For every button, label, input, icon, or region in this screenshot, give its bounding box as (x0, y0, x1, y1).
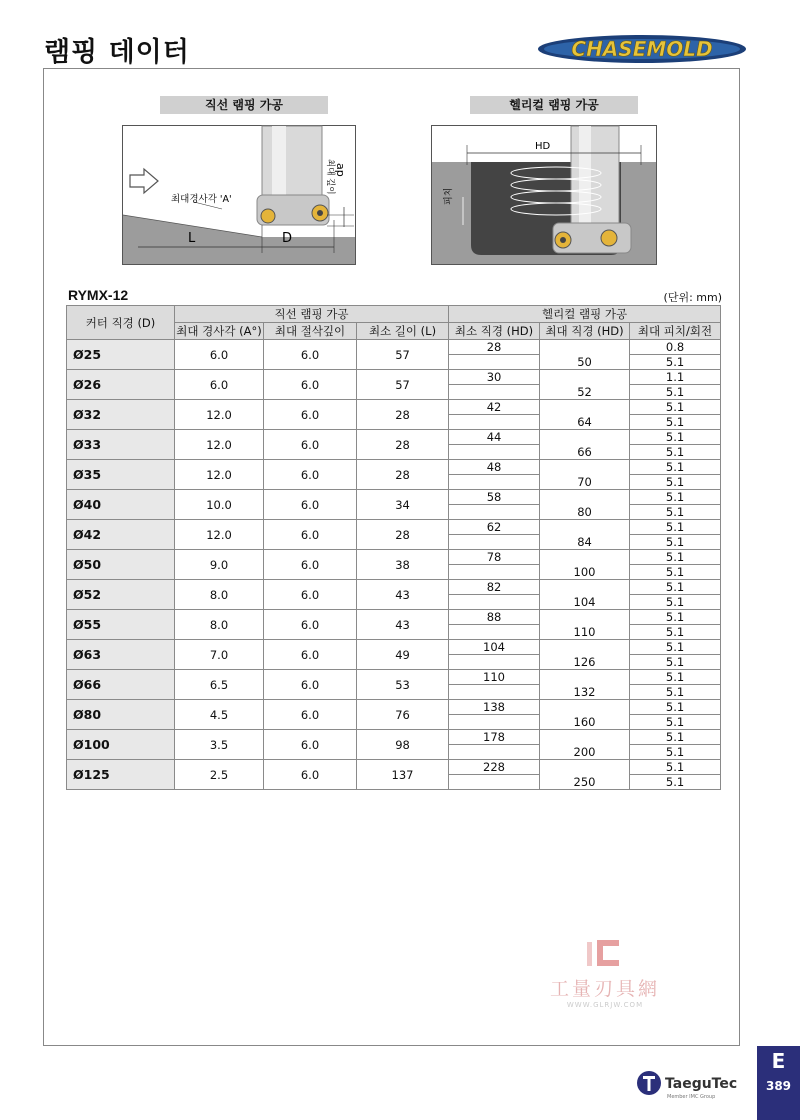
pitch-cell-1: 1.1 (630, 370, 721, 385)
pitch-cell-2: 5.1 (630, 655, 721, 670)
min-length-cell: 28 (357, 520, 449, 550)
cutter-diameter-cell: Ø25 (67, 340, 175, 370)
pitch-cell-1: 5.1 (630, 670, 721, 685)
table-row (67, 520, 721, 535)
min-hd-cell: 30 (449, 370, 540, 385)
pitch-cell-2: 5.1 (630, 685, 721, 700)
col-max-angle: 최대 경사각 (A°) (176, 324, 262, 338)
max-hd-cell: 104 (540, 595, 630, 610)
max-angle-cell: 8.0 (175, 580, 264, 610)
max-hd-empty-cell (540, 430, 630, 445)
table-row (67, 550, 721, 565)
max-hd-cell: 50 (540, 355, 630, 370)
pitch-cell-2: 5.1 (630, 385, 721, 400)
max-angle-cell: 3.5 (175, 730, 264, 760)
pitch-cell-2: 5.1 (630, 445, 721, 460)
min-hd-empty-cell (449, 535, 540, 550)
max-hd-empty-cell (540, 520, 630, 535)
table-row (67, 430, 721, 445)
page-number: 389 (765, 1079, 792, 1093)
min-hd-cell: 104 (449, 640, 540, 655)
max-hd-cell: 160 (540, 715, 630, 730)
max-hd-empty-cell (540, 610, 630, 625)
min-hd-empty-cell (449, 415, 540, 430)
cutter-diameter-cell: Ø33 (67, 430, 175, 460)
cutter-diameter-cell: Ø55 (67, 610, 175, 640)
col-cutter-diameter: 커터 직경 (D) (67, 306, 175, 340)
pitch-cell-2: 5.1 (630, 475, 721, 490)
pitch-cell-1: 5.1 (630, 730, 721, 745)
ap-label: ap (334, 163, 347, 177)
table-row (67, 340, 721, 355)
min-hd-cell: 58 (449, 490, 540, 505)
D-dimension-label: D (282, 231, 293, 246)
max-angle-cell: 8.0 (175, 610, 264, 640)
table-row (67, 400, 721, 415)
pitch-cell-2: 5.1 (630, 415, 721, 430)
min-length-cell: 49 (357, 640, 449, 670)
min-length-cell: 28 (357, 430, 449, 460)
min-hd-empty-cell (449, 655, 540, 670)
pitch-cell-2: 5.1 (630, 625, 721, 640)
min-length-cell: 137 (357, 760, 449, 790)
cutter-diameter-cell: Ø40 (67, 490, 175, 520)
pitch-cell-1: 5.1 (630, 490, 721, 505)
min-hd-empty-cell (449, 685, 540, 700)
max-depth-cell: 6.0 (264, 400, 357, 430)
cutter-diameter-cell: Ø42 (67, 520, 175, 550)
min-hd-cell: 178 (449, 730, 540, 745)
page-title: 램핑 데이터 (44, 37, 190, 68)
min-hd-cell: 62 (449, 520, 540, 535)
table-row (67, 760, 721, 775)
unit-label: (단위: mm) (663, 291, 722, 304)
helical-ramping-diagram (431, 125, 657, 265)
max-depth-cell: 6.0 (264, 520, 357, 550)
table-row (67, 610, 721, 625)
pitch-label: 피치 (444, 187, 454, 205)
cutter-diameter-cell: Ø52 (67, 580, 175, 610)
pitch-cell-1: 5.1 (630, 550, 721, 565)
min-hd-empty-cell (449, 475, 540, 490)
company-sub: Member IMC Group (667, 1094, 716, 1100)
col-min-length: 최소 길이 (L) (357, 323, 449, 340)
max-hd-empty-cell (540, 700, 630, 715)
max-depth-cell: 6.0 (264, 610, 357, 640)
max-angle-cell: 12.0 (175, 400, 264, 430)
max-angle-cell: 9.0 (175, 550, 264, 580)
brand-text: CHASEMOLD (571, 37, 713, 61)
pitch-cell-2: 5.1 (630, 505, 721, 520)
pitch-cell-1: 5.1 (630, 580, 721, 595)
watermark-text: 工量刃具網 (549, 978, 660, 1000)
cutter-diameter-cell: Ø50 (67, 550, 175, 580)
min-hd-empty-cell (449, 445, 540, 460)
min-hd-empty-cell (449, 625, 540, 640)
max-depth-cell: 6.0 (264, 730, 357, 760)
min-hd-empty-cell (449, 565, 540, 580)
table-row (67, 640, 721, 655)
col-max-pitch: 최대 피치/회전 (630, 323, 721, 340)
max-angle-cell: 12.0 (175, 430, 264, 460)
max-angle-cell: 10.0 (175, 490, 264, 520)
table-row (67, 700, 721, 715)
max-angle-cell: 12.0 (175, 460, 264, 490)
max-depth-cell: 6.0 (264, 700, 357, 730)
max-hd-cell: 66 (540, 445, 630, 460)
max-hd-empty-cell (540, 760, 630, 775)
max-depth-cell: 6.0 (264, 430, 357, 460)
table-row (67, 580, 721, 595)
min-hd-cell: 78 (449, 550, 540, 565)
cutter-diameter-cell: Ø66 (67, 670, 175, 700)
pitch-cell-1: 5.1 (630, 640, 721, 655)
max-angle-cell: 6.0 (175, 370, 264, 400)
max-hd-cell: 80 (540, 505, 630, 520)
pitch-cell-1: 0.8 (630, 340, 721, 355)
table-row (67, 730, 721, 745)
max-angle-cell: 6.0 (175, 340, 264, 370)
taegutec-logo (636, 1068, 756, 1102)
max-hd-cell: 52 (540, 385, 630, 400)
min-length-cell: 98 (357, 730, 449, 760)
min-hd-cell: 44 (449, 430, 540, 445)
min-hd-cell: 28 (449, 340, 540, 355)
max-angle-cell: 2.5 (175, 760, 264, 790)
max-hd-cell: 100 (540, 565, 630, 580)
pitch-cell-2: 5.1 (630, 745, 721, 760)
pitch-cell-2: 5.1 (630, 355, 721, 370)
min-length-cell: 28 (357, 460, 449, 490)
cutter-diameter-cell: Ø35 (67, 460, 175, 490)
pitch-cell-2: 5.1 (630, 535, 721, 550)
max-hd-cell: 250 (540, 775, 630, 790)
min-length-cell: 43 (357, 580, 449, 610)
max-depth-label: 최대 깊이 (325, 159, 335, 195)
min-hd-cell: 110 (449, 670, 540, 685)
max-hd-empty-cell (540, 370, 630, 385)
max-angle-cell: 4.5 (175, 700, 264, 730)
max-hd-empty-cell (540, 640, 630, 655)
max-angle-label: 최대경사각 'A' (171, 194, 232, 205)
col-min-hd: 최소 직경 (HD) (449, 323, 540, 340)
ramping-data-table (66, 305, 721, 790)
max-hd-cell: 126 (540, 655, 630, 670)
min-hd-empty-cell (449, 355, 540, 370)
HD-label: HD (535, 141, 551, 152)
chasemold-logo (535, 30, 750, 68)
max-hd-cell: 200 (540, 745, 630, 760)
max-hd-empty-cell (540, 550, 630, 565)
max-hd-empty-cell (540, 460, 630, 475)
max-depth-cell: 6.0 (264, 370, 357, 400)
min-hd-cell: 138 (449, 700, 540, 715)
pitch-cell-2: 5.1 (630, 595, 721, 610)
max-depth-cell: 6.0 (264, 550, 357, 580)
L-dimension-label: L (188, 231, 196, 246)
company-name: TaeguTec (665, 1076, 738, 1092)
pitch-cell-2: 5.1 (630, 775, 721, 790)
min-hd-empty-cell (449, 385, 540, 400)
pitch-cell-1: 5.1 (630, 430, 721, 445)
group-helical: 헬리컬 램핑 가공 (449, 306, 721, 323)
pitch-cell-2: 5.1 (630, 565, 721, 580)
min-length-cell: 43 (357, 610, 449, 640)
max-angle-cell: 12.0 (175, 520, 264, 550)
max-hd-empty-cell (540, 490, 630, 505)
min-hd-empty-cell (449, 775, 540, 790)
table-row (67, 490, 721, 505)
max-hd-cell: 70 (540, 475, 630, 490)
min-length-cell: 76 (357, 700, 449, 730)
straight-ramping-diagram (122, 125, 356, 265)
max-hd-cell: 110 (540, 625, 630, 640)
min-hd-empty-cell (449, 505, 540, 520)
min-length-cell: 57 (357, 370, 449, 400)
pitch-cell-1: 5.1 (630, 520, 721, 535)
group-straight: 직선 램핑 가공 (175, 306, 449, 323)
min-length-cell: 28 (357, 400, 449, 430)
max-angle-cell: 6.5 (175, 670, 264, 700)
straight-figure-label: 직선 램핑 가공 (160, 96, 328, 114)
cutter-diameter-cell: Ø26 (67, 370, 175, 400)
col-max-hd: 최대 직경 (HD) (540, 323, 630, 340)
col-max-depth: 최대 절삭깊이 (264, 323, 357, 340)
min-hd-cell: 48 (449, 460, 540, 475)
min-hd-cell: 82 (449, 580, 540, 595)
table-row (67, 370, 721, 385)
min-hd-cell: 228 (449, 760, 540, 775)
max-depth-cell: 6.0 (264, 460, 357, 490)
max-depth-cell: 6.0 (264, 640, 357, 670)
section-letter: E (771, 1049, 786, 1073)
min-length-cell: 53 (357, 670, 449, 700)
max-hd-empty-cell (540, 340, 630, 355)
cutter-diameter-cell: Ø63 (67, 640, 175, 670)
min-hd-empty-cell (449, 595, 540, 610)
cutter-diameter-cell: Ø32 (67, 400, 175, 430)
max-hd-empty-cell (540, 730, 630, 745)
pitch-cell-1: 5.1 (630, 460, 721, 475)
max-hd-cell: 64 (540, 415, 630, 430)
table-row (67, 670, 721, 685)
table-row (67, 460, 721, 475)
section-tab (757, 1046, 800, 1120)
pitch-cell-1: 5.1 (630, 760, 721, 775)
model-name: RYMX-12 (68, 287, 129, 303)
pitch-cell-1: 5.1 (630, 400, 721, 415)
max-depth-cell: 6.0 (264, 340, 357, 370)
min-length-cell: 34 (357, 490, 449, 520)
max-depth-cell: 6.0 (264, 760, 357, 790)
min-hd-cell: 42 (449, 400, 540, 415)
watermark (535, 938, 675, 1009)
max-depth-cell: 6.0 (264, 490, 357, 520)
min-length-cell: 38 (357, 550, 449, 580)
min-length-cell: 57 (357, 340, 449, 370)
max-hd-empty-cell (540, 400, 630, 415)
min-hd-cell: 88 (449, 610, 540, 625)
max-hd-cell: 132 (540, 685, 630, 700)
helical-figure-label: 헬리컬 램핑 가공 (470, 96, 638, 114)
max-hd-cell: 84 (540, 535, 630, 550)
pitch-cell-2: 5.1 (630, 715, 721, 730)
max-hd-empty-cell (540, 670, 630, 685)
min-hd-empty-cell (449, 745, 540, 760)
max-depth-cell: 6.0 (264, 670, 357, 700)
max-depth-cell: 6.0 (264, 580, 357, 610)
cutter-diameter-cell: Ø100 (67, 730, 175, 760)
cutter-diameter-cell: Ø80 (67, 700, 175, 730)
watermark-url: WWW.GLRJW.COM (566, 1001, 644, 1009)
max-hd-empty-cell (540, 580, 630, 595)
cutter-diameter-cell: Ø125 (67, 760, 175, 790)
watermark-logo-icon (585, 938, 625, 970)
max-angle-cell: 7.0 (175, 640, 264, 670)
pitch-cell-1: 5.1 (630, 610, 721, 625)
min-hd-empty-cell (449, 715, 540, 730)
pitch-cell-1: 5.1 (630, 700, 721, 715)
